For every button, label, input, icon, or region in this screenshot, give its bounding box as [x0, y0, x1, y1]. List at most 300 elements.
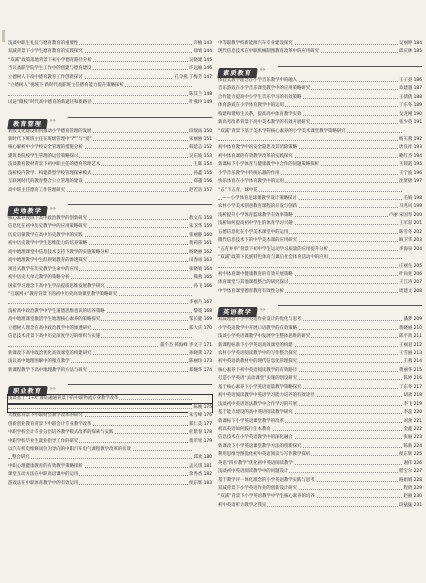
entry-author-page: 章建越 187 — [398, 85, 422, 93]
section-header — [218, 60, 422, 75]
entry-author-page: 程倩 229 — [402, 485, 422, 493]
entry-title: 中职心理健康教育的有效教学策略探析 — [8, 463, 83, 469]
entry-author-page: 张丽静 160 — [188, 232, 212, 240]
entry-author-page: 王雪丽 213 — [398, 350, 422, 358]
toc-entry[interactable] — [218, 94, 422, 102]
entry-author-page: 陈新 224 — [402, 443, 422, 451]
entry-title: 高中地理课堂激活学生地理核心素养的策略探究 — [8, 317, 101, 323]
entry-author-page: 李飞 219 — [402, 401, 422, 409]
toc-entry[interactable] — [8, 291, 212, 299]
entry-title: 课堂互动方法在中职高语课中的运用 — [8, 472, 79, 478]
entry-author-page: 赵若浩 157 — [188, 187, 212, 195]
toc-entry[interactable] — [218, 40, 422, 48]
toc-entry[interactable] — [8, 367, 212, 375]
toc-entry[interactable] — [218, 136, 422, 144]
toc-entry[interactable] — [8, 274, 212, 282]
toc-entry[interactable] — [8, 65, 212, 73]
section-rule — [278, 305, 422, 306]
entry-title: 利用思维导图优化初中英语阅读与写作教学探析 — [218, 452, 311, 458]
entry-author-page: 王宁波 196 — [398, 170, 422, 178]
entry-author-page: 马兆风 199 — [398, 203, 422, 211]
toc-entry[interactable] — [8, 429, 212, 437]
entry-title: ——小学体育足球课教学设计策略探讨 — [222, 196, 297, 201]
toc-entry[interactable] — [8, 240, 212, 248]
entry-title: 新课程标准下小学英语高效课堂的构建 — [218, 342, 293, 348]
toc-entry[interactable] — [8, 48, 212, 56]
entry-author-page: 许楠 143 — [192, 40, 212, 48]
entry-author-page: 毛娟 198 — [402, 195, 422, 203]
toc-entry[interactable] — [8, 74, 212, 82]
entry-author-page: 吴丽婷 184 — [398, 40, 422, 48]
entry-author-page: 杨玉燕 192 — [398, 136, 422, 144]
entry-title: 高中班主任德育工作管理研究 — [8, 187, 66, 193]
toc-entry[interactable] — [218, 460, 422, 468]
entry-title: 高中地理课堂中信息技术支持下教学的实施策略分析 — [8, 249, 109, 255]
toc-entry[interactable] — [8, 232, 212, 240]
entry-author-page: 王晖 154 — [192, 161, 212, 169]
toc-entry[interactable] — [8, 325, 212, 333]
entry-title — [12, 300, 13, 305]
entry-title: 新时代下班班主任在班级管理中“严”与“爱” — [8, 136, 92, 142]
toc-entry[interactable] — [8, 215, 212, 223]
toc-entry[interactable] — [218, 77, 422, 85]
chevron-icon: »» — [49, 205, 56, 212]
chevron-icon: »» — [259, 67, 266, 74]
toc-entry[interactable] — [218, 468, 422, 476]
toc-entry[interactable] — [218, 316, 422, 324]
entry-title: 中学体育课堂德育教育有效性分析 — [218, 288, 284, 294]
entry-author-page: 顾卫华 203 — [398, 237, 422, 245]
entry-author-page: 王江涛 207 — [398, 279, 422, 287]
entry-title: 体育游戏在小学体育教学中的运用 — [218, 103, 284, 109]
toc-entry[interactable] — [218, 418, 422, 426]
toc-entry[interactable] — [218, 409, 422, 417]
toc-entry[interactable] — [218, 229, 422, 237]
entry-author-page: 程宝尔 227 — [398, 468, 422, 476]
entry-title: 音乐游戏在小学音乐课堂教学中的应用策略研究 — [218, 86, 311, 92]
toc-entry[interactable] — [8, 308, 212, 316]
entry-title — [222, 137, 223, 142]
entry-title: 大数据背景下中职财会教学改革的研究 — [8, 413, 83, 419]
entry-author-page: 张少英 191 — [398, 119, 422, 127]
toc-entry[interactable] — [218, 493, 422, 501]
toc-entry[interactable] — [8, 153, 212, 161]
entry-title: 英语“四步教学”优化初中英语阅读教学 — [218, 460, 293, 466]
entry-author-page: 孙鑫 155 — [192, 170, 212, 178]
entry-title: “互联网+”教育背景下的初中历史高效课堂教学策略研究 — [8, 291, 118, 297]
entry-author-page: 谢伟 226 — [402, 460, 422, 468]
entry-author-page: 郑婉华 174 — [188, 367, 212, 375]
toc-entry[interactable] — [218, 358, 422, 366]
entry-author-page: 朱雪峰 176 — [188, 412, 212, 420]
toc-entry[interactable] — [218, 502, 422, 510]
entry-title: 新课标下小学体育与健康教学中合作的问题策略探析 — [218, 162, 319, 168]
section-title: 史地教学 — [7, 206, 47, 217]
toc-entry[interactable] — [218, 443, 422, 451]
entry-title: 以汽车机电维修岗位为导向的中职汽车电气课程教学改革的有效 — [8, 446, 131, 452]
entry-title: 构建和谐师生关系，提高高中体育教学实效 — [218, 111, 302, 117]
toc-entry[interactable] — [8, 471, 212, 479]
entry-author-page: 叶燕玲 149 — [188, 99, 212, 107]
entry-author-page: 张晓娟 164 — [188, 266, 212, 274]
toc-entry[interactable] — [8, 454, 212, 462]
toc-entry[interactable] — [218, 367, 422, 375]
entry-title: 中职学校毕业生就业指导工作的研究 — [8, 438, 79, 444]
entry-author-page: 王军彩 201 — [398, 220, 422, 228]
entry-author-page: 邱庆林 185 — [398, 48, 422, 56]
entry-title: 试论“微校”时代高中德育的新途径和新路径 — [8, 100, 92, 106]
entry-title — [222, 264, 223, 269]
toc-entry[interactable] — [218, 187, 422, 195]
toc-entry[interactable] — [218, 220, 422, 228]
entry-author-page: 吴东坡 153 — [188, 153, 212, 161]
section-rule — [68, 204, 212, 205]
entry-author-page: 黄丽华 215 — [398, 367, 422, 375]
chevron-icon: »» — [49, 385, 56, 392]
entry-title: 农村小学英语阅读教学中的写作整合探究 — [218, 351, 298, 356]
entry-title: 微代信息技术下的中学美术课的应用研究 — [218, 238, 298, 244]
entry-author-page: 吴晓建 145 — [188, 57, 212, 65]
section-header — [8, 198, 212, 213]
entry-title: 新课改下高中政治优化高效课堂的构建研究 — [8, 351, 92, 356]
entry-title: 浅析提升小学体育篮球教学有效率策略 — [218, 212, 293, 218]
entry-title: 打造小学英语“灵动课堂”实施的创设研究 — [218, 376, 298, 382]
toc-entry[interactable] — [218, 279, 422, 287]
entry-author-page: 邱欢 180 — [192, 454, 212, 462]
toc-entry[interactable] — [218, 111, 422, 119]
entry-author-page: 戈龙刚 190 — [398, 111, 422, 119]
toc-entry[interactable] — [8, 40, 212, 48]
entry-title: 新课改下小学英语课堂教学方法的创新探究 — [218, 443, 302, 449]
toc-entry[interactable] — [8, 257, 212, 265]
entry-title: 当议高职学院学生工作中的创建与德育建设 — [8, 66, 92, 72]
entry-title: “五”下五育，球中花 — [218, 187, 258, 193]
entry-title: 浅谈教育教材背景下初中职主任的德育管理艺术 — [8, 162, 101, 168]
entry-author-page: 王倩倩 188 — [398, 94, 422, 102]
entry-author-page: 孔令燕 丁梅芳 147 — [173, 74, 212, 82]
entry-title: 五德信息化在小学美术课堂中的运用 — [218, 229, 289, 235]
toc-entry[interactable] — [218, 85, 422, 93]
entry-title: 小学英语教学中开展口语教学的有效策略 — [218, 325, 298, 331]
entry-author-page: 郑仁美 177 — [188, 421, 212, 429]
toc-entry[interactable] — [8, 187, 212, 195]
toc-entry[interactable] — [218, 102, 422, 110]
entry-title: “立德树人”视域下 新时代高职班主任德育能力提升策略探析 — [8, 83, 124, 89]
section-title: 职业教育 — [7, 386, 47, 397]
toc-entry[interactable] — [218, 375, 422, 383]
entry-author-page: 陈婉 175 — [192, 404, 212, 412]
toc-entry[interactable] — [218, 254, 422, 262]
entry-author-page: 王丽君 212 — [398, 342, 422, 350]
entry-title: 初中英语阅读教学中英语学习能力培养的有效途径 — [218, 393, 315, 399]
page-margin-mark — [2, 30, 5, 42]
entry-title: 核心素养视域下高中政治教学的创新研究 — [8, 216, 88, 221]
toc-entry[interactable] — [218, 451, 422, 459]
entry-author-page: 黄晓丽 210 — [398, 325, 422, 333]
toc-entry[interactable] — [218, 212, 422, 220]
entry-title: 国家学习理念下高中生学品提质思维发展教学研究 — [8, 283, 105, 289]
entry-author-page: 段猛猛 231 — [398, 502, 422, 510]
entry-author-page: 孙飞 166 — [192, 283, 212, 291]
section-title: 教育管理 — [7, 119, 47, 130]
entry-title: 立德树人下高中德育教育工作创新探讨 — [8, 74, 83, 80]
toc-entry[interactable] — [218, 263, 422, 271]
section-title: 素质教育 — [217, 68, 257, 79]
entry-author-page: 田春雨 163 — [188, 257, 212, 265]
entry-author-page: 潘梦 209 — [402, 316, 422, 324]
entry-author-page: 沈贤锦 197 — [398, 178, 422, 186]
entry-author-page: 宋丽丽 151 — [188, 136, 212, 144]
section-title: 英语教学 — [217, 307, 257, 318]
toc-entry[interactable] — [8, 178, 212, 186]
entry-title: 基于教学评一体化理念的小学英语教学实践与思考 — [218, 477, 315, 483]
toc-entry[interactable] — [218, 477, 422, 485]
entry-author-page: 郑越 156 — [192, 178, 212, 186]
toc-entry[interactable] — [218, 119, 422, 127]
entry-author-page: 李蕊 220 — [402, 409, 422, 417]
entry-author-page: 黄苹果 179 — [188, 438, 212, 446]
entry-title: 现代信息技术在中职机械制图教育改革中的应用研究 — [218, 49, 319, 55]
entry-author-page: 胡欢 218 — [402, 392, 422, 400]
toc-entry[interactable] — [8, 249, 212, 257]
toc-entry[interactable] — [218, 128, 422, 136]
toc-entry[interactable] — [8, 358, 212, 366]
entry-title: 浅谈小学英语课教学中发展学生整体思维的研究 — [218, 334, 311, 340]
leader-dots — [8, 303, 192, 304]
entry-author-page: 郑大庆 170 — [188, 325, 212, 333]
leader-dots — [8, 408, 192, 409]
toc-entry[interactable] — [218, 144, 422, 152]
entry-title: 双减理念下小学英语作业设计的优化与思考 — [218, 317, 302, 323]
entry-title: 新课标下小学英语课堂教学的改革 — [218, 418, 284, 424]
entry-title: “五育并举”背景下初中学生运动学习质量的应用提升分析 — [218, 246, 328, 252]
entry-title: 新高考改革背景下高中美术教学的有效开展研究 — [218, 120, 311, 126]
entry-title: 浅谈中职生礼仪与德育教育的重要性 — [8, 41, 79, 46]
entry-title — [12, 343, 13, 348]
entry-author-page: 唐良祥 193 — [398, 144, 422, 152]
entry-title: 体验式教学理念在小学音乐教学中的融入 — [218, 77, 298, 83]
toc-entry[interactable] — [218, 170, 422, 178]
toc-entry[interactable] — [8, 480, 212, 488]
leader-dots — [8, 95, 192, 96]
toc-entry[interactable] — [218, 401, 422, 409]
toc-entry[interactable] — [218, 288, 422, 296]
toc-entry[interactable] — [8, 91, 212, 99]
entry-title: 立德树人理念在高中政治教学中的渗透研究 — [8, 325, 92, 331]
section-header — [8, 111, 212, 126]
entry-author-page: 孙晓蕾 172 — [188, 350, 212, 358]
toc-entry[interactable] — [8, 333, 212, 341]
entry-title: 高中地理教学中生涯规划教育的渗透探究 — [8, 258, 88, 264]
toc-entry[interactable] — [8, 438, 212, 446]
toc-entry[interactable] — [218, 426, 422, 434]
toc-entry[interactable] — [8, 395, 212, 403]
leader-dots — [218, 140, 402, 141]
entry-title: 互联网时代的教育整合公立管理的建设 — [8, 179, 83, 185]
entry-title: 历史启蒙教学在高中历史教学中的实践 — [8, 232, 83, 238]
toc-entry[interactable] — [218, 237, 422, 245]
entry-title: 基于能力建设的高中英语阅读教学研究 — [218, 410, 293, 416]
toc-entry[interactable] — [218, 48, 422, 56]
right-column — [218, 40, 422, 510]
entry-title: 创新创业教育背景下中职会计专业教学改革 — [8, 421, 92, 427]
entry-author-page: 张丽 223 — [402, 434, 422, 442]
entry-author-page: 周建文 208 — [398, 288, 422, 296]
entry-title: 初中体育课中健康教育的有效开展策略 — [218, 271, 293, 277]
entry-author-page: 徐娟 144 — [192, 48, 212, 56]
entry-title: 小学音乐教学中传统乐器的作用 — [218, 170, 280, 176]
entry-author-page: 孟凡琪 181 — [188, 463, 212, 471]
entry-title: 基于核心素养下小学英语语篇教学策略探究 — [218, 384, 302, 390]
entry-title: 浅析高中政治教学中学生道德思维意识的培养策略 — [8, 308, 105, 314]
toc-entry[interactable] — [8, 57, 212, 65]
entry-author-page: 丁东冬 189 — [398, 102, 422, 110]
entry-title — [12, 92, 13, 97]
entry-author-page: 余秀香 182 — [188, 471, 212, 479]
entry-title: 整合研究 — [12, 455, 30, 461]
toc-entry[interactable] — [8, 446, 212, 454]
entry-title: 双减背景下小学生德育教育的实践探究 — [8, 49, 83, 55]
toc-entry[interactable] — [8, 299, 212, 307]
toc-entry[interactable] — [8, 170, 212, 178]
entry-title: 浅析校内教学：构建新型学校管理探索模式 — [8, 170, 92, 176]
toc-entry[interactable] — [218, 333, 422, 341]
entry-author-page: 陈丽珍 173 — [188, 358, 212, 366]
entry-title: 核心素养下初中英语阅读教学的有效路径 — [218, 367, 298, 373]
toc-entry[interactable] — [218, 203, 422, 211]
entry-author-page: 邹长健 169 — [188, 316, 212, 324]
entry-title: 项目式教学在历史教学生命中的应用 — [8, 266, 79, 272]
entry-author-page: 卢丽 宋国琴 200 — [388, 212, 422, 220]
entry-title: 合作能力提高中小学生音乐学习的有效策略 — [218, 94, 302, 100]
entry-title: 初中英语听力教学之我见 — [218, 502, 267, 508]
left-column — [8, 40, 212, 488]
entry-title: “双减”背景下小学英语教学中学生核心素养的培养 — [218, 494, 315, 500]
entry-author-page: 王子亮 186 — [398, 77, 422, 85]
entry-author-page: 陈雪冬 202 — [398, 229, 422, 237]
section-header — [8, 378, 212, 396]
toc-entry[interactable] — [218, 153, 422, 161]
entry-title: 浅议高中地理图解中的微点教学 — [8, 359, 70, 365]
entry-author-page: 杨晓丽 162 — [188, 249, 212, 257]
entry-author-page: 陈婷 216 — [402, 375, 422, 383]
entry-title: “双减”政策落地背景下初小学德育路径分析 — [8, 57, 92, 63]
toc-entry[interactable] — [218, 178, 422, 186]
leader-dots — [218, 267, 402, 268]
toc-entry[interactable] — [218, 434, 422, 442]
entry-title: 游戏法在中职体育教学中的有效运用 — [8, 480, 79, 486]
toc-entry[interactable] — [218, 246, 422, 254]
toc-entry[interactable] — [218, 195, 422, 203]
toc-entry[interactable] — [218, 392, 422, 400]
entry-title: 建筑类院校学生管理的运营策略探讨 — [8, 153, 79, 159]
toc-entry[interactable] — [218, 161, 422, 169]
section-rule — [68, 117, 212, 118]
toc-entry[interactable] — [8, 283, 212, 291]
toc-entry[interactable] — [8, 266, 212, 274]
entry-title: 浅谈初中英语阅读教学中的问题设计 — [218, 469, 289, 475]
toc-entry[interactable] — [218, 384, 422, 392]
entry-author-page: 赵丽 230 — [402, 493, 422, 501]
entry-author-page: 金鑫 222 — [402, 426, 422, 434]
entry-title: 浅谈初中英语语法教学中合作学习的开展 — [218, 401, 298, 407]
toc-entry[interactable] — [8, 223, 212, 231]
toc-entry[interactable] — [8, 412, 212, 420]
entry-author-page: 董小杰 韩海峰 李文干 171 — [159, 342, 212, 350]
entry-title: 信息技术在小学英语教学中的深化融合 — [218, 435, 293, 441]
entry-author-page: 刘蕾 221 — [402, 418, 422, 426]
entry-title: 快乐体育在小学体育教学中的运用 — [218, 179, 284, 185]
toc-entry[interactable] — [8, 421, 212, 429]
chevron-icon: »» — [49, 118, 56, 124]
entry-title: 初高英语如何践行生本教育 — [218, 426, 271, 432]
entry-title: 浅谈基于“1+X”课证融通背景下的中职物流专业教学改革 — [8, 396, 119, 402]
toc-entry[interactable] — [218, 350, 422, 358]
entry-title: 初中体育教学中的安全隐患及其消除策略 — [218, 145, 298, 151]
entry-author-page: 杜紫春 178 — [188, 429, 212, 437]
entry-title: 核心解析中小学校安全管理的措施分析 — [8, 145, 83, 151]
entry-author-page: 叶尚兆 206 — [398, 271, 422, 279]
toc-entry[interactable] — [8, 136, 212, 144]
toc-entry[interactable] — [8, 463, 212, 471]
toc-entry[interactable] — [8, 144, 212, 152]
toc-entry[interactable] — [218, 325, 422, 333]
entry-title: 浅析如何提高初中学生的体育学习兴趣 — [218, 221, 293, 227]
entry-title: 初中历史教学中学生思维能力的培养策略 — [8, 241, 88, 247]
entry-title: “双减”政策下民族特色体育与课后社会体育活动中的应用 — [218, 255, 328, 261]
entry-title: 新课程教学下高中地理教学的方法与研究 — [8, 367, 88, 373]
toc-entry[interactable] — [8, 350, 212, 358]
entry-title: “双减”背景下基于美术学科核心素养的小学美术课堂教学策略研究 — [218, 128, 346, 134]
section-rule — [278, 66, 422, 67]
section-rule — [68, 384, 212, 385]
entry-title: 初中体育课的有效教学改革的实践探究 — [218, 153, 293, 159]
leader-dots — [8, 458, 192, 459]
entry-title: 信息化在初中历史教学中的应用策略研究 — [8, 224, 88, 230]
entry-author-page: 黄莉莎 161 — [188, 240, 212, 248]
entry-author-page: 熊燕 165 — [192, 274, 212, 282]
entry-author-page: 王燕 214 — [402, 358, 422, 366]
entry-author-page: 侯东辉 183 — [188, 480, 212, 488]
entry-author-page: 李海泉 204 — [398, 246, 422, 254]
toc-entry[interactable] — [8, 342, 212, 350]
entry-title: 双减背景下小学英语作业的创新设计研究 — [218, 486, 298, 491]
toc-entry[interactable] — [218, 342, 422, 350]
entry-author-page: 韩延志 152 — [188, 144, 212, 152]
toc-entry[interactable] — [8, 128, 212, 136]
entry-author-page: 路娟娟 228 — [398, 477, 422, 485]
chevron-icon: »» — [259, 306, 266, 313]
entry-title: 农村小学美术创意教育课程的开发与创新 — [218, 204, 298, 210]
toc-entry[interactable] — [8, 99, 212, 107]
entry-author-page: 邱平鸿 211 — [398, 333, 422, 341]
toc-entry[interactable] — [8, 316, 212, 324]
entry-title: 体育课堂与其他课程整合的研究探讨 — [218, 280, 289, 286]
entry-title: 中等职教学校新能源汽车专业建设探究 — [218, 41, 293, 46]
entry-author-page: 侯东辉 225 — [398, 451, 422, 459]
toc-entry[interactable] — [8, 161, 212, 169]
toc-entry[interactable] — [218, 485, 422, 493]
entry-author-page: 鲍红杰 194 — [398, 153, 422, 161]
entry-author-page: 段瑞雨 150 — [188, 128, 212, 136]
entry-author-page: 敖文东 158 — [188, 215, 212, 223]
toc-entry[interactable] — [8, 82, 212, 90]
toc-entry[interactable] — [8, 404, 212, 412]
toc-entry[interactable] — [218, 271, 422, 279]
entry-author-page: 王锁霞 195 — [398, 161, 422, 169]
entry-title: 信息技术背景下高中历史深度学习的组织与实施 — [8, 334, 101, 340]
entry-title: 中职学校会计专业分层培养教学模式改革的探索与实践 — [8, 430, 114, 436]
